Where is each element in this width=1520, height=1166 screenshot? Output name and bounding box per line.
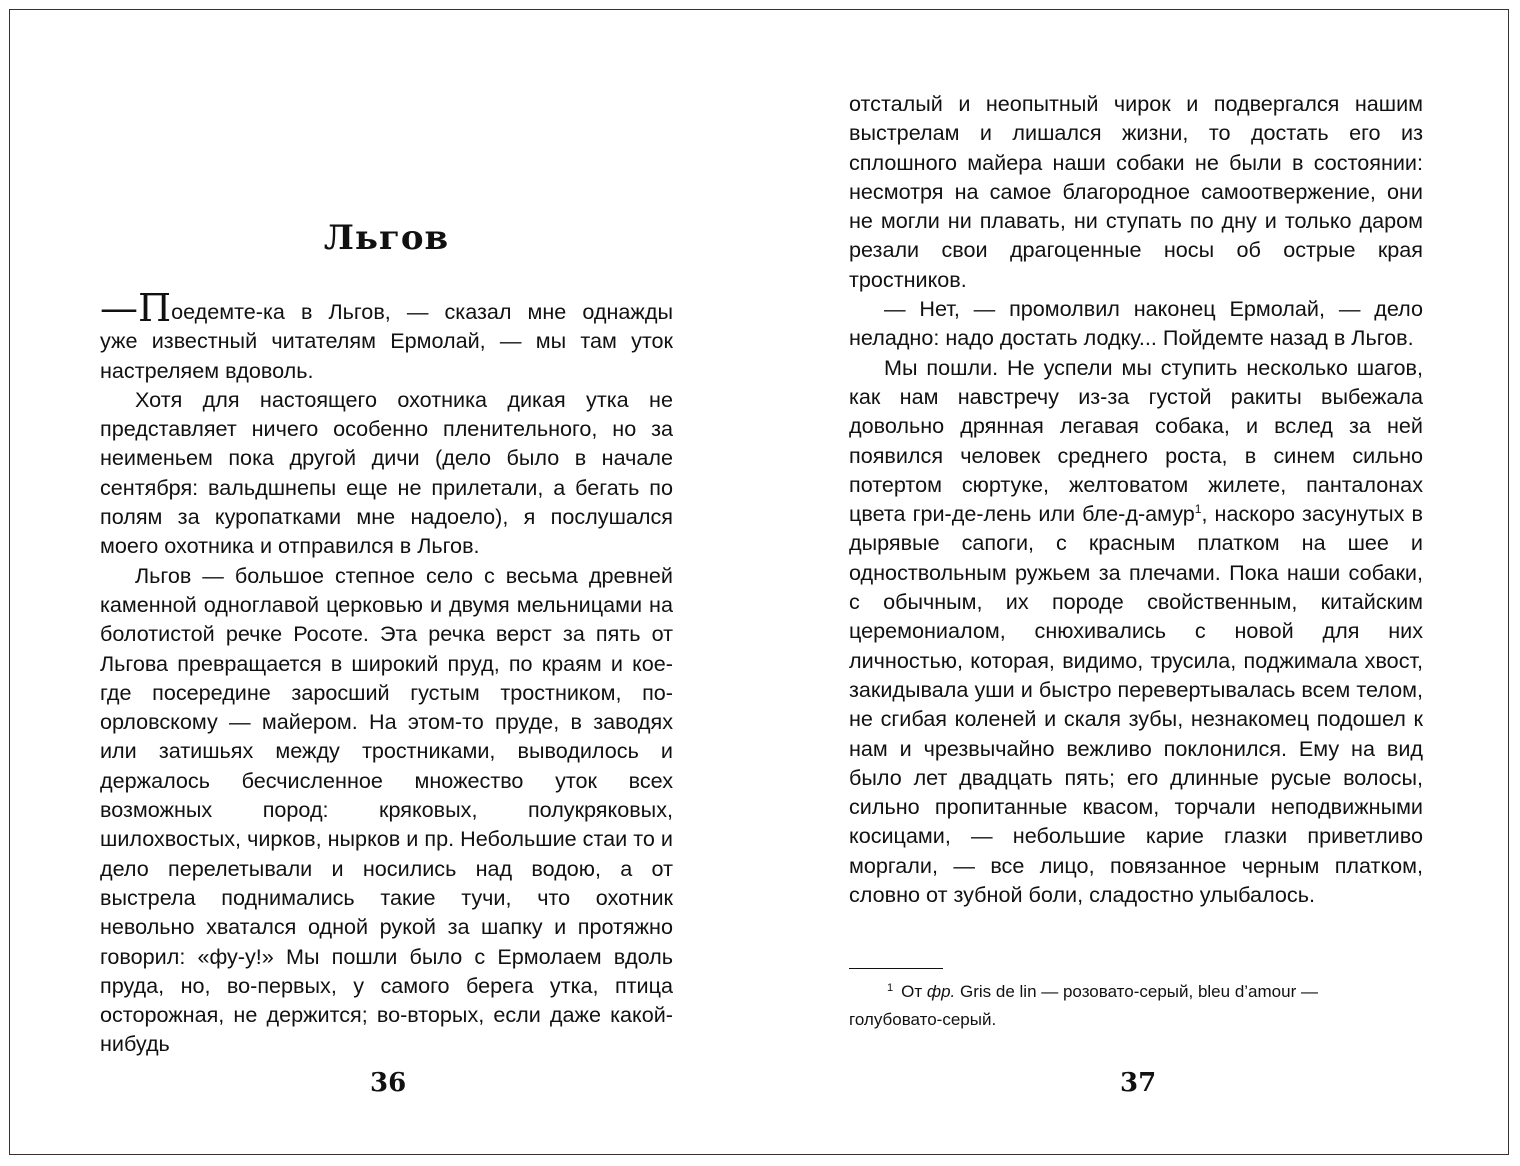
- paragraph-with-footnote: [849, 353, 1423, 910]
- footnote-mark: 1: [887, 982, 894, 994]
- paragraph: Льгов — большое степное село с весьма древней каменной одноглавой церковью и двумя мельницами на болотистой речке Росоте. Эта речка верст за пять от Льгова превращается в широкий пруд, по краям и кое-где посередине заросший густым тростником, по-орловскому — майером. На этом-то пруде, в заводях или затишьях между тростниками, выводилось и держалось бесчисленное множество уток всех возможных пород: кряковых, полукряковых, шилохвостых, чирков, нырков и пр. Небольшие стаи то и дело перелетывали и носились над водою, а от выстрела поднимались такие тучи, что охотник невольно хватался одной рукой за шапку и протяжно говорил: «фу-у!» Мы пошли было с Ермолаем вдоль пруда, но, во-первых, у самого берега утка, птица осторожная, не держится; во-вторых, если даже какой-нибудь: [100, 562, 673, 1057]
- footnote-reference[interactable]: 1: [1194, 502, 1202, 517]
- opening-first-line: [100, 286, 673, 330]
- footnote-divider: [849, 968, 943, 969]
- dropcap-dash: —: [100, 286, 138, 330]
- footnote: [849, 974, 1423, 1034]
- paragraph-text-before-ref: Мы пошли. Не успели мы ступить несколько шагов, как нам навстречу из-за густой ракиты выбежала довольно дрянная легавая собака, и вслед за ней появился человек среднего роста, в синем сильно потертом сюртуке, желтоватом жилете, панталонах цвета гри-де-лень или бле-д-амур: [849, 354, 1423, 527]
- paragraph: — Нет, — промолвил наконец Ермолай, — дело неладно: надо достать лодку... Пойдемте назад в Льгов.: [849, 296, 1423, 351]
- page-number-right: 37: [1120, 1068, 1157, 1098]
- chapter-title: Льгов: [323, 218, 450, 258]
- opening-continuation: уже известный читателям Ермолай, — мы там уток настреляем вдоволь.: [100, 328, 673, 383]
- left-page-text: [100, 286, 673, 1059]
- right-page-text: [849, 89, 1423, 909]
- footnote-abbreviation: фр.: [926, 982, 956, 1001]
- footnote-line-2: голубовато-серый.: [849, 1010, 997, 1029]
- footnote-text: Gris de lin — розовато-серый, bleu d’amour —: [960, 982, 1318, 1001]
- page-number-left: 36: [370, 1068, 407, 1098]
- opening-paragraph: [100, 286, 673, 385]
- footnote-prefix: От: [901, 982, 923, 1001]
- opening-first-line-text: оедемте-ка в Льгов, — сказал мне однажды: [171, 299, 673, 324]
- paragraph-text-after-ref: , наскоро засунутых в дырявые сапоги, с красным платком на шее и одноствольным ружьем за плечами. Пока наши собаки, с обычным, их породе свойственным, китайским церемониалом, снюхивались с новой для них личностью, которая, видимо, трусила, поджимала хвост, закидывала уши и быстро перевертывалась всем телом, не сгибая коленей и скаля зубы, незнакомец подошел к нам и чрезвычайно вежливо поклонился. Ему на вид было лет двадцать пять; его длинные русые волосы, сильно пропитанные квасом, торчали неподвижными косицами, — небольшие карие глазки приветливо моргали, — все лицо, повязанное черным платком, словно от зубной боли, сладостно улыбалось.: [849, 501, 1423, 908]
- dropcap-letter: П: [138, 286, 172, 330]
- paragraph: Хотя для настоящего охотника дикая утка не представляет ничего особенно пленительного, но за неименьем пока другой дичи (дело было в начале сентября: вальдшнепы еще не прилетали, а бегать по полям за куропатками мне надоело), я послушался моего охотника и отправился в Льгов.: [100, 386, 673, 559]
- footnote-line-1: [849, 974, 1423, 1006]
- paragraph-continuation: отсталый и неопытный чирок и подвергался нашим выстрелам и лишался жизни, то достать его из сплошного майера наши собаки не были в состоянии: несмотря на самое благородное самоотвержение, они не могли ни плавать, ни ступать по дну и только даром резали свои драгоценные носы об острые края тростников.: [849, 91, 1423, 292]
